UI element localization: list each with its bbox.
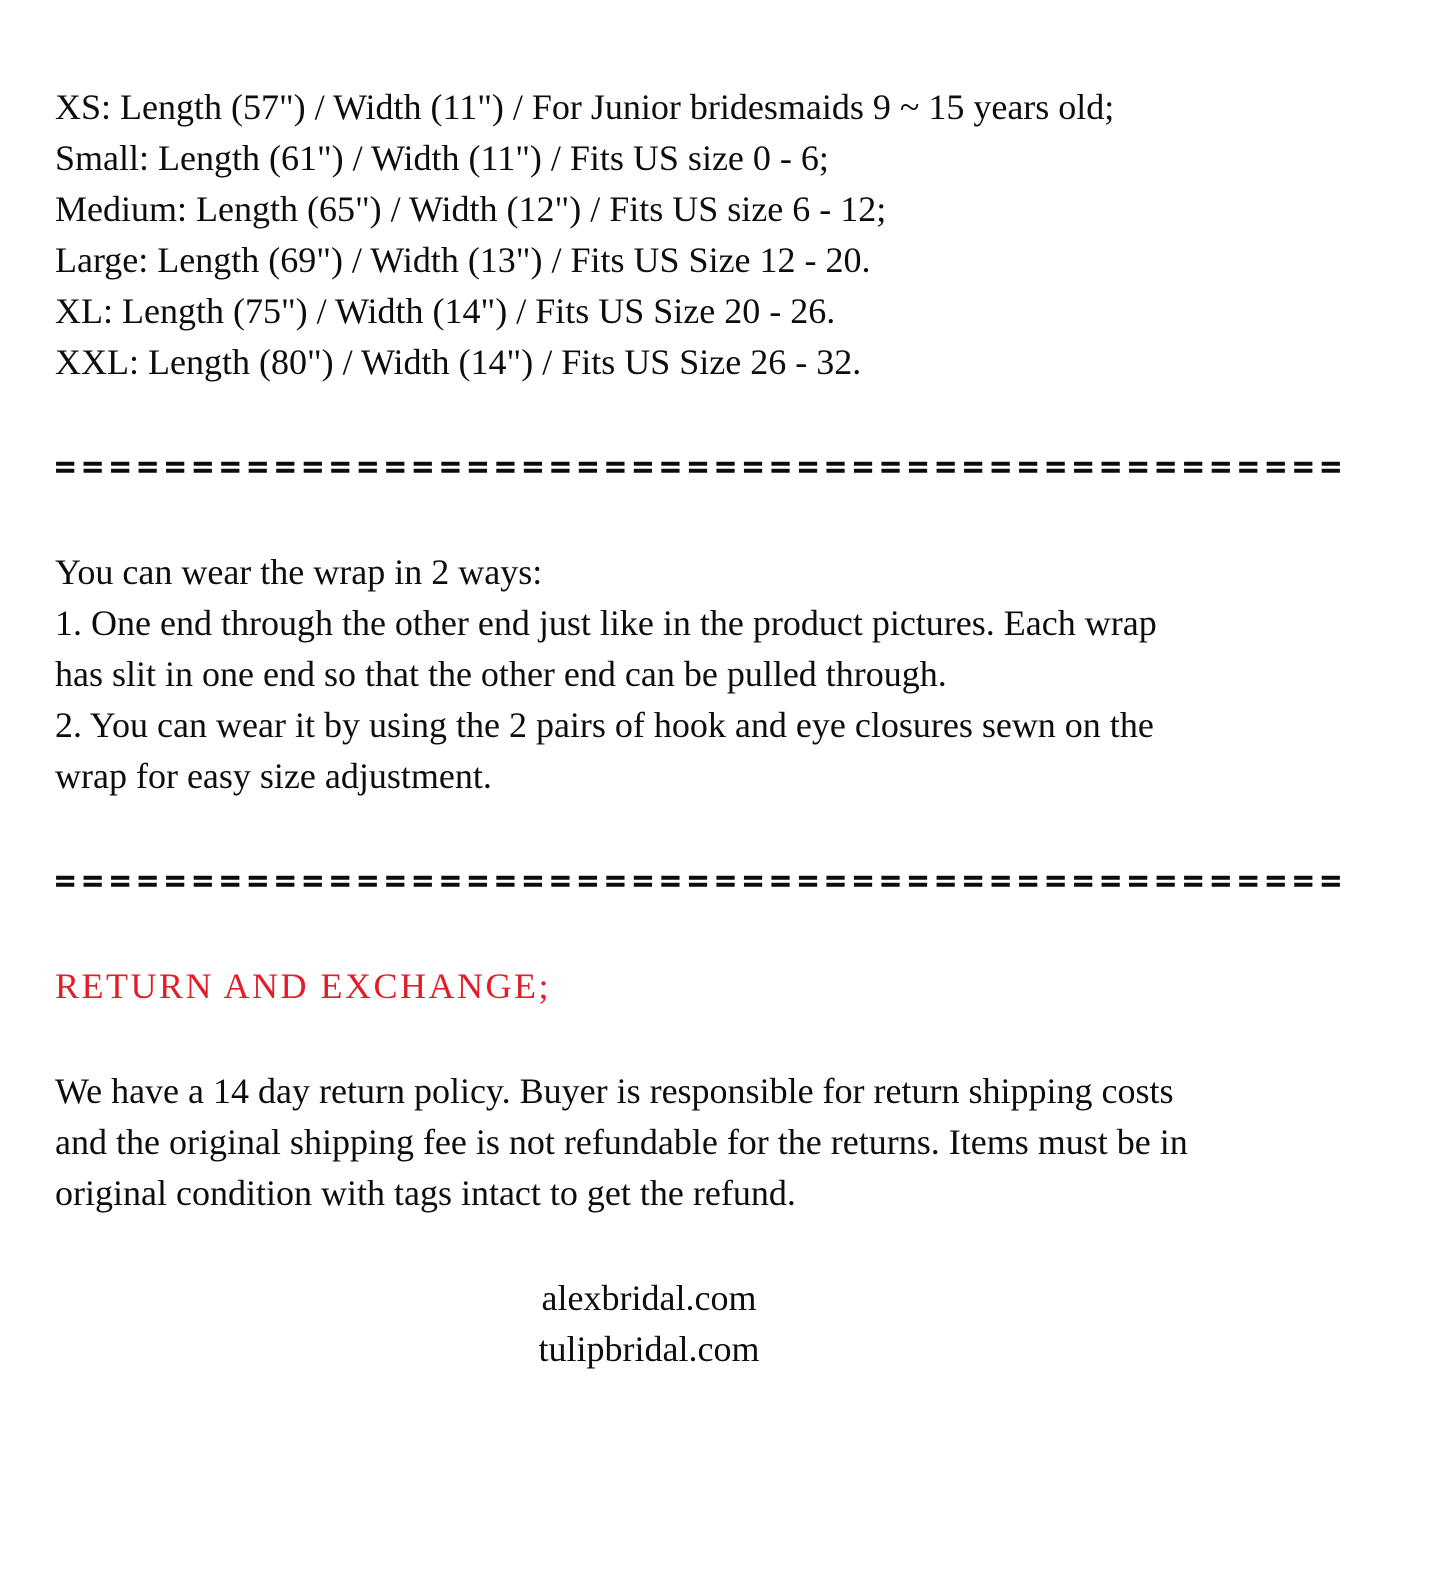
- size-line-medium: Medium: Length (65") / Width (12") / Fits US size 6 - 12;: [55, 189, 887, 229]
- size-line-xl: XL: Length (75") / Width (14") / Fits US Size 20 - 26.: [55, 291, 836, 331]
- section-divider: ===============================================: [55, 861, 1349, 901]
- size-line-small: Small: Length (61") / Width (11") / Fits US size 0 - 6;: [55, 138, 829, 178]
- return-exchange-heading: RETURN AND EXCHANGE;: [55, 966, 551, 1006]
- size-line-xs: XS: Length (57") / Width (11") / For Junior bridesmaids 9 ~ 15 years old;: [55, 87, 1115, 127]
- return-policy-line3: original condition with tags intact to get the refund.: [55, 1173, 796, 1213]
- size-chart-section: [55, 82, 1445, 388]
- return-policy-line2: and the original shipping fee is not refundable for the returns. Items must be in: [55, 1122, 1188, 1162]
- wear-instructions-section: [55, 547, 1445, 802]
- wear-step1-line2: has slit in one end so that the other end can be pulled through.: [55, 654, 947, 694]
- return-policy-line1: We have a 14 day return policy. Buyer is responsible for return shipping costs: [55, 1071, 1174, 1111]
- website-link-alexbridal: alexbridal.com: [541, 1278, 757, 1318]
- size-line-large: Large: Length (69") / Width (13") / Fits US Size 12 - 20.: [55, 240, 871, 280]
- wear-step1-line1: 1. One end through the other end just like in the product pictures. Each wrap: [55, 603, 1157, 643]
- size-line-xxl: XXL: Length (80") / Width (14") / Fits US Size 26 - 32.: [55, 342, 862, 382]
- wear-step2-line2: wrap for easy size adjustment.: [55, 756, 492, 796]
- return-policy-section: [55, 1066, 1445, 1219]
- wear-intro-line: You can wear the wrap in 2 ways:: [55, 552, 543, 592]
- website-links: [55, 1273, 1243, 1375]
- section-divider: ===============================================: [55, 447, 1349, 487]
- website-link-tulipbridal: tulipbridal.com: [538, 1329, 760, 1369]
- wear-step2-line1: 2. You can wear it by using the 2 pairs of hook and eye closures sewn on the: [55, 705, 1154, 745]
